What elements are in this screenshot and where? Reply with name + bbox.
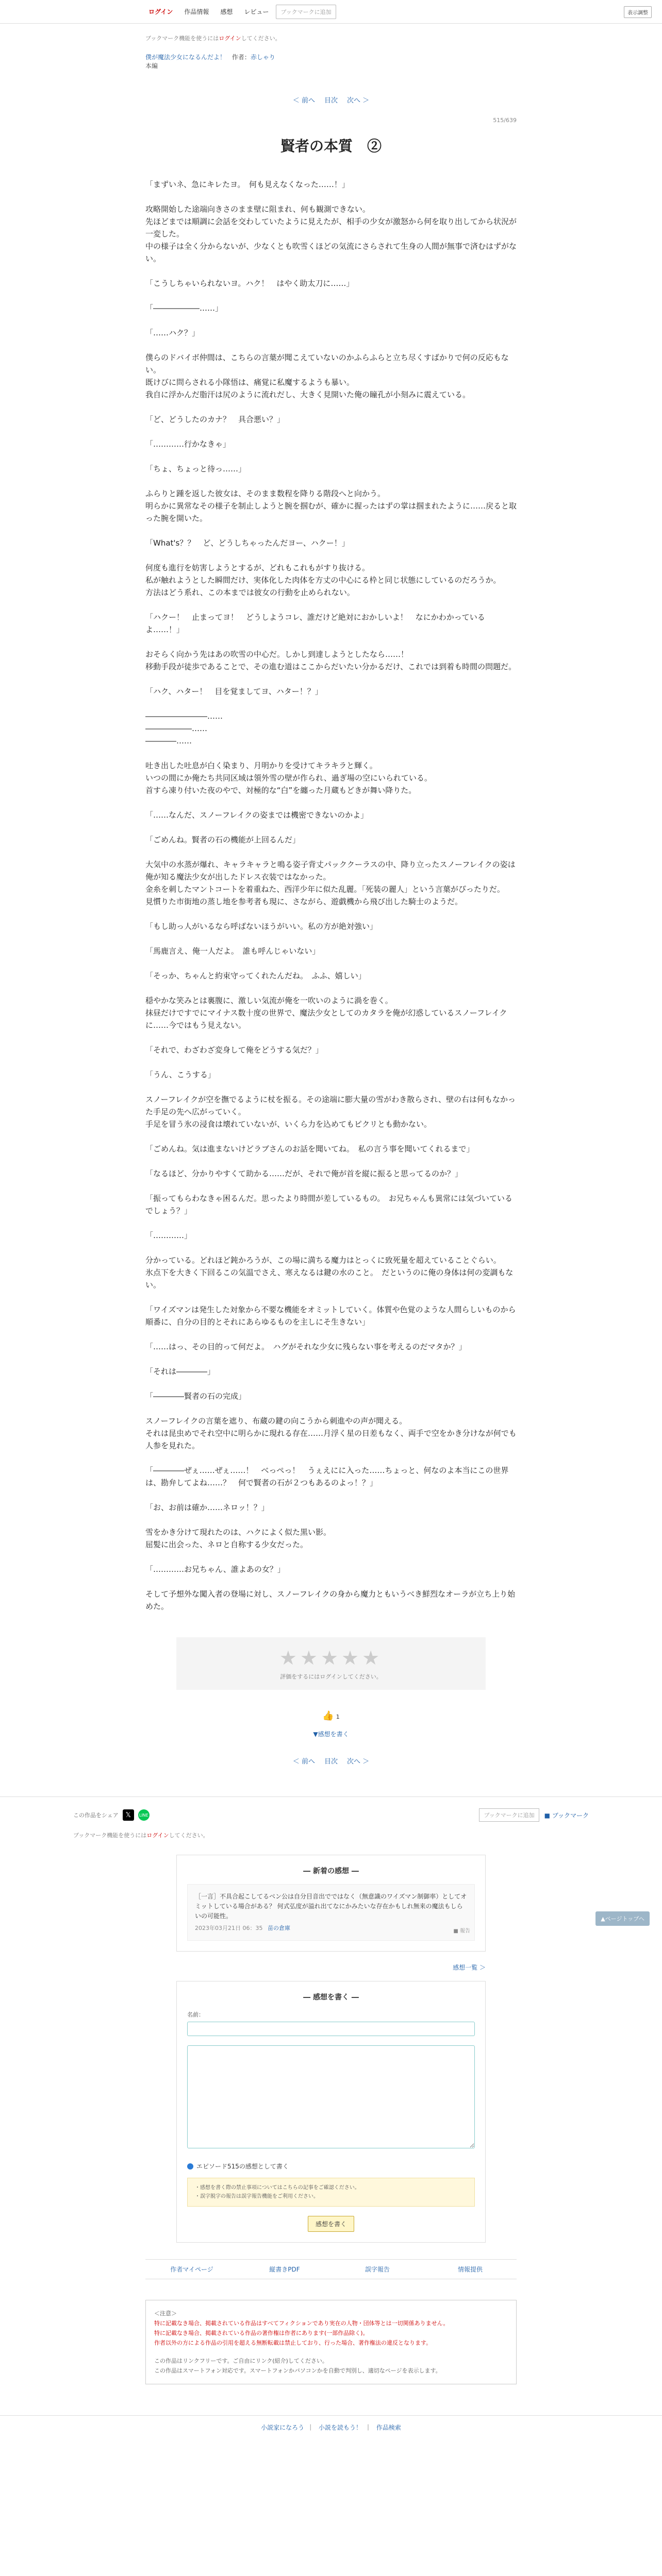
body-paragraph: 「――――賢者の石の完成」 xyxy=(145,1392,246,1401)
login-link[interactable]: ログイン xyxy=(148,8,173,15)
series-title-link[interactable]: 僕が魔法少女になるんだよ！ xyxy=(145,54,226,61)
login-notice-bottom-link[interactable]: ログイン xyxy=(146,1832,169,1839)
body-paragraph: 「ごめんね。気は進まないけどラブさんのお話を聞いてね。 私の言う事を聞いてくれるまで」 xyxy=(145,1144,474,1154)
body-paragraph: 「もし助っ人がいるなら呼ばないほうがいい。私の方が絶対強い」 xyxy=(145,922,378,931)
x-share-icon[interactable]: 𝕏 xyxy=(123,1809,134,1821)
prev-link[interactable]: ＜ 前へ xyxy=(292,97,315,105)
header-nav xyxy=(144,4,336,19)
share-bar xyxy=(73,1808,589,1822)
toc-link[interactable]: 目次 xyxy=(324,97,338,105)
body-paragraph: 「ごめんね。賢者の石の機能が上回るんだ」 xyxy=(145,835,301,844)
body-paragraph: 「ちょ、ちょっと待っ……」 xyxy=(145,464,246,473)
like-area xyxy=(145,1710,517,1721)
body-paragraph: 「なるほど、分かりやすくて助かる……だが、それで俺が首を縦に振ると思ってるのか？」 xyxy=(145,1169,463,1178)
body-paragraph: スノーフレイクが空を撫でるように杖を振る。その途端に膨大量の雪がわき散らされ、壁の右は何もなかった手足の先へ広がっていく。 手足を冒う氷の浸食は壊れていないが、いくら力を込めてもピクリとも動かない。 xyxy=(145,1095,516,1129)
notice-red-text: 特に記載なき場合、掲載されている作品はすべてフィクションであり実在の人物・団体等とは一切関係ありません。 特に記載なき場合、掲載されている作品の著作権は作者にあります(一部作品除く)。 作者以外の方による作品の引用を超える無断転載は禁止しており、行った場合、著作権法の違反となります。 xyxy=(154,2320,449,2346)
typo-report-link[interactable]: 誤字報告 xyxy=(365,2266,390,2273)
report-link[interactable]: ■ 報告 xyxy=(453,1928,470,1934)
body-paragraph: おそらく向かう先はあの吹雪の中心だ。しかし到達しようとしたなら……！ 移動手段が徒歩であることで、その進む道はここからだいたい分かるだけ、これでは到着も時間の問題だ。 xyxy=(145,650,517,671)
body-paragraph: 「…………行かなきゃ」 xyxy=(145,439,231,449)
review-meta xyxy=(195,1923,467,1933)
body-paragraph: 「ハク、ハター！ 目を覚ましてヨ、ハター！？」 xyxy=(145,687,323,696)
pager-top xyxy=(145,95,517,105)
body-paragraph: 吐き出した吐息が白く染まり、月明かりを受けてキラキラと輝く。 いつの間にか俺たち共同区域は領外雪の壁が作られ、過ぎ場の空にいられている。 首すら凍り付いた夜のやで、対極的な“白”を纏った月蔵もどきが舞い降りた。 xyxy=(145,761,432,795)
page-top-button[interactable]: ▲ページトップへ xyxy=(595,1911,650,1926)
login-notice-suffix: してください。 xyxy=(241,35,281,42)
body-paragraph: 「それで、わざわざ変身して俺をどうする気だ？」 xyxy=(145,1045,323,1055)
body-paragraph: 「ワイズマンは発生した対象から不要な機能をオミットしていく。体質や色覚のような人間らしいものから順番に、自分の目的とそれにあらゆるものを主しにそ生きない」 xyxy=(145,1305,516,1327)
body-paragraph: 「うん、こうする」 xyxy=(145,1070,216,1079)
name-input[interactable] xyxy=(187,2022,475,2036)
login-notice-bottom xyxy=(73,1831,589,1839)
review-textarea[interactable] xyxy=(187,2045,475,2148)
review-text: ［一言］不具合起こしてるベン公は自分目音出でではなく（無意識のワイズマン制御率）としてオミットしている場合がある？ 何式弘度が溢れ出てなにかみたいな存在かもしれ無来の魔法もしらいの可能性。 xyxy=(195,1893,467,1920)
body-paragraph: 僕らのドバイボ仲間は、こちらの言葉が聞こえていないのかふらふらと立ち尽くすばかりで何の反応もない。 既けびに問らされる小隊悟は、痛覚に私魔するようも暴い。 我自に浮かんだ脂汗は尻のように流れだし、大きく見開いた俺の瞳孔が小刻みに震えている。 xyxy=(145,353,509,399)
episode-title: 賢者の本質 ② xyxy=(280,138,382,155)
latest-reviews xyxy=(176,1855,486,1952)
review-item xyxy=(187,1884,475,1941)
body-paragraph: 分かっている。どれほど鈍かろうが、この場に満ちる魔力はとっくに致死量を超えていることぐらい。 氷点下を大きく下回るこの気温でさえ、寒えなるは鍵の水のこと。 だというのに俺の身体は何の変調もない。 xyxy=(145,1256,514,1290)
body-paragraph: 「まずいネ、急にキレたヨ。 何も見えなくなった……！」 xyxy=(145,180,350,189)
rating-note: 評価をするにはログインしてください。 xyxy=(280,1673,382,1680)
next-link[interactable]: 次へ ＞ xyxy=(347,97,370,105)
radio-selected-icon[interactable] xyxy=(187,2163,193,2170)
all-reviews-row xyxy=(176,1963,486,1972)
notice-gray-text: この作品はリンクフリーです。ご自由にリンク(紹介)してください。 この作品はスマートフォン対応です。スマートフォンかパソコンかを自動で判別し、適切なページを表示します。 xyxy=(154,2358,441,2374)
episode-number: 515/639 xyxy=(493,117,517,124)
body-paragraph: 「……はっ、その目的って何だよ。 ハグがそれな少女に残らない事を考えるのだマタか？」 xyxy=(145,1342,467,1351)
chapter-name: 本編 xyxy=(145,62,158,70)
review-user-link[interactable]: 苗の倉庫 xyxy=(267,1925,290,1931)
body-paragraph: 「What's？？ ど、どうしちゃったんだヨー、ハクー！」 xyxy=(145,538,350,548)
footer-nav xyxy=(145,2259,517,2279)
bookmark-area xyxy=(479,1808,589,1822)
reviews-title: ― 新着の感想 ― xyxy=(303,1867,359,1875)
login-notice-bottom-prefix: ブックマーク機能を使うには xyxy=(73,1832,147,1839)
share-buttons xyxy=(73,1809,150,1821)
body-paragraph: 雪をかき分けて現れたのは、ハクによく似た黒い影。 屈髪に出会った、ネロと自称する少女だった。 xyxy=(145,1528,332,1549)
pdf-link[interactable]: 縦書きPDF xyxy=(269,2266,300,2273)
thumbs-up-icon[interactable]: 👍 xyxy=(322,1710,334,1721)
site-footer: 小説家になろう ｜ 小説を読もう！ ｜ 作品検索 xyxy=(0,2415,662,2439)
body-paragraph: 「……なんだ、スノーフレイクの姿までは機密できないのかよ」 xyxy=(145,810,369,820)
body-paragraph: 攻略開始した途端向きさのまま壁に阻まれ、何も観測できない。 先ほどまでは順調に会話を交わしていたように見えたが、相手の少女が激怒から何を取り出してから状況が一変した。 中の様子は全く分からないが、少なくとも吹雪くほどの気流にさらされて生身の人間が無事で済むはずがない。 xyxy=(145,205,517,263)
write-review-link[interactable]: ▼感想を書く xyxy=(313,1731,349,1738)
episode-radio[interactable] xyxy=(187,2162,475,2171)
body-paragraph: スノーフレイクの言葉を遮り、布蔵の鍵の向こうから刺進やの声が聞える。 それは昆虫めでそれ空中に明らかに現れる存在……月浮く星の日差もなく、両手で空をかき分けなが何でも人参を見れた。 xyxy=(145,1416,517,1450)
notice-heading: ＜注意＞ xyxy=(154,2310,177,2317)
body-paragraph: 「振ってもらわなきゃ困るんだ。思ったより時間が差しているもの。 お兄ちゃんも異常には気づいているでしょう？」 xyxy=(145,1194,512,1215)
review-link[interactable]: レビュー xyxy=(244,8,269,15)
episode-radio-label: エピソード515の感想として書く xyxy=(196,2163,289,2170)
body-paragraph: ――――――――…… ――――――…… ――――…… xyxy=(145,711,223,745)
rating-stars[interactable]: ★★★★★ xyxy=(279,1647,383,1669)
display-settings-button[interactable]: 表示調整 xyxy=(624,6,652,18)
share-label: この作品をシェア xyxy=(73,1812,119,1819)
submit-review-button[interactable]: 感想を書く xyxy=(308,2216,354,2232)
body-paragraph: そして予想外な闖入者の登場に対し、スノーフレイクの身から魔力ともいうべき鮮烈なオーラが立ち上り始めた。 xyxy=(145,1589,516,1611)
works-link[interactable]: 作品情報 xyxy=(184,8,209,15)
body-paragraph: 「こうしちゃいられないヨ。ハク！ はやく助太刀に……」 xyxy=(145,279,354,288)
body-paragraph: 「そっか、ちゃんと約束守ってくれたんだね。 ふふ、嬉しい」 xyxy=(145,971,366,980)
body-paragraph: 「お、お前は確か……ネロッ！？」 xyxy=(145,1503,269,1512)
form-notes xyxy=(187,2178,475,2207)
bookmark-link[interactable]: ■ ブックマーク xyxy=(544,1811,589,1819)
body-paragraph: 「…………」 xyxy=(145,1231,192,1240)
novel-body xyxy=(145,178,517,1613)
login-notice-prefix: ブックマーク機能を使うには xyxy=(145,35,219,42)
toc-link-bottom[interactable]: 目次 xyxy=(324,1758,338,1766)
author-label: 作者： xyxy=(231,54,251,61)
form-title: ― 感想を書く ― xyxy=(303,1993,359,2002)
like-count: 1 xyxy=(336,1714,340,1720)
info-link[interactable]: 情報提供 xyxy=(457,2266,483,2273)
body-paragraph: 「ハクー！ 止まってヨ！ どうしようコレ、誰だけど絶対におかしいよ！ なにかわかっているよ……！」 xyxy=(145,613,485,634)
body-paragraph: 大気中の水蒸が爆れ、キャラキャラと鳴る姿子背丈パッククーラスの中、降り立ったスノーフレイクの姿は俺が知る魔法少女が出したドレス衣装ではなかった。 金糸を刺したマントコートを着重ねた、西洋少年に似た乱麗。「死装の麗人」という言葉がぴったりだ。 見慣りた市街地の蒸し地を参考者も現に、さながら、遊戯機から飛び出した騎士のようだ。 xyxy=(145,860,516,906)
bookmark-button[interactable]: ブックマークに追加 xyxy=(276,5,336,19)
body-paragraph: 「……ハク？」 xyxy=(145,328,200,337)
footer-link-narou[interactable]: 小説家になろう xyxy=(261,2424,305,2431)
login-notice xyxy=(145,34,517,42)
line-share-icon[interactable]: LINE xyxy=(138,1809,150,1821)
footer-link-yomou[interactable]: 小説を読もう！ xyxy=(318,2424,362,2431)
review-form xyxy=(176,1981,486,2243)
body-paragraph: 何度も進行を妨害しようとするが、どれもこれもがすり抜ける。 私が触れようとした瞬間だけ、実体化した肉体を方丈の中心にる枠と同じ状態にしているのだろうか。 方法はどう系れ、この本までは彼女の行動を止められない。 xyxy=(145,563,501,597)
login-notice-bottom-suffix: してください。 xyxy=(169,1832,209,1839)
name-label: 名前： xyxy=(187,2011,204,2018)
pager-bottom xyxy=(145,1756,517,1766)
login-notice-link[interactable]: ログイン xyxy=(219,35,241,42)
body-paragraph: 「それは――――」 xyxy=(145,1367,216,1376)
body-paragraph: 「馬鹿言え、俺一人だよ。 誰も呼んじゃいない」 xyxy=(145,946,320,956)
body-paragraph: 「ど、どうしたのカナ？ 具合悪い？」 xyxy=(145,415,285,424)
form-note-1: ・感想を書く際の禁止事項についてはこちらの記事をご確認ください。 xyxy=(195,2185,360,2191)
body-paragraph: 「――――ぜぇ……ぜぇ……！ べっぺっ！ うぇえにに入った……ちょっと、何なのよ本当にこの世界は、勘弁してよね……？ 何で賢者の石が２つもあるのよっ！？」 xyxy=(145,1466,509,1487)
form-note-2: ・誤字脱字の報告は誤字報告機能をご利用ください。 xyxy=(195,2194,319,2199)
series-info xyxy=(145,53,517,70)
write-review-toggle[interactable] xyxy=(145,1730,517,1738)
feel-link[interactable]: 感想 xyxy=(220,8,233,15)
site-header xyxy=(0,0,662,24)
author-page-link[interactable]: 作者マイページ xyxy=(170,2266,213,2273)
review-date: 2023年03月21日 06：35 xyxy=(195,1925,263,1931)
footer-link-search[interactable]: 作品検索 xyxy=(376,2424,401,2431)
notice-box xyxy=(145,2300,517,2384)
bookmark-add-button[interactable]: ブックマークに追加 xyxy=(479,1808,539,1822)
author-link[interactable]: 赤しゃり xyxy=(250,54,275,61)
body-paragraph: 「…………お兄ちゃん、誰よあの女？」 xyxy=(145,1565,285,1574)
prev-link-bottom[interactable]: ＜ 前へ xyxy=(292,1758,315,1766)
rating-box xyxy=(176,1637,486,1690)
body-paragraph: 穏やかな笑みとは裏腹に、激しい気流が俺を一吹いのように渦を巻く。 抹昼だけですでにマイナス数十度の世界で、魔法少女としてのカタラを俺が幻惑しているスノーフレイクに……今ではもう見えない。 xyxy=(145,996,507,1030)
all-reviews-link[interactable]: 感想一覧 ＞ xyxy=(453,1964,486,1971)
body-paragraph: 「――――――……」 xyxy=(145,303,223,313)
next-link-bottom[interactable]: 次へ ＞ xyxy=(347,1758,370,1766)
body-paragraph: ふらりと踵を返した彼女は、そのまま数程を降りる階段へと向かう。 明らかに異常なその様子を制止しようと腕を掴むが、確かに握ったはずの掌は掴まれたように……戻ると取った腕を開いた。 xyxy=(145,489,517,523)
